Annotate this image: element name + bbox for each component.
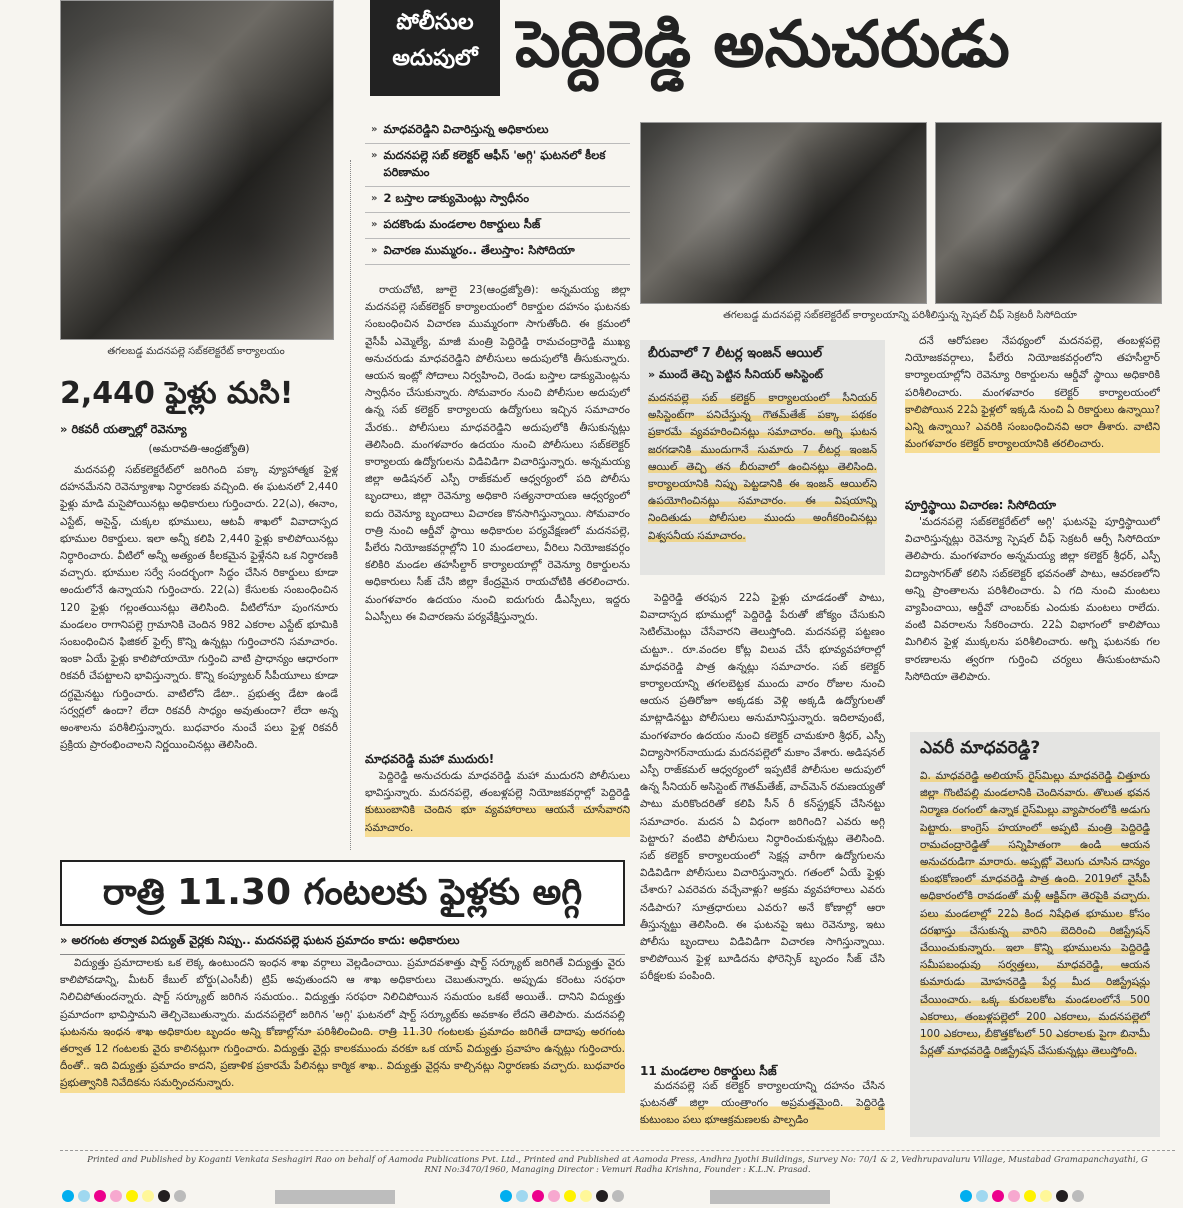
left-deck: » రికవరీ యత్నాల్లో రెవెన్యూ <box>60 422 187 436</box>
color-registration-dots-2 <box>500 1190 624 1202</box>
col3-paragraph: పెద్దిరెడ్డి తరఫున 22ఏ ఫైళ్లు చూడడంతో పాటు, వివాదాస్పద భూముల్లో పెద్దిరెడ్డి పేరుతో జోక్యం చేసుకుని సెటిల్‌మెంట్లు చేసేవారని తెలుస్తోంది. మదనపల్లె పట్టణం చుట్టూ.. రూ.వందల కోట్ల విలువ చేసే భూవ్యవహారాల్లో మాధవరెడ్డి పాత్ర ఉన్నట్లు సమాచారం. సబ్ కలెక్టర్ కార్యాలయాన్ని తగలబెట్టక ముందు వారం రోజుల నుంచి ఆయన ప్రతిరోజూ అక్కడకు వెళ్లి అక్కడి ఉద్యోగులతో మాట్లాడినట్టు పోలీసులు అనుమానిస్తున్నారు. ఇదిలావుంటే, మంగళవారం ఉదయం నుంచి కలెక్టర్ చామకూరి శ్రీధర్, ఎస్పీ విద్యాసాగర్‌నాయుడు మదనపల్లెలో మకాం వేశారు. అడిషనల్ ఎస్పీ రాజ్‌కమల్ ఆధ్వర్యంలో ఇప్పటికే పోలీసుల అదుపులో ఉన్న సీనియర్ అసిస్టెంట్ గౌతమ్‌తేజ్, వాచ్‌మెన్ రమణయ్యతో పాటు మరికొందరితో కలిపి సీన్ రీ కన్‌స్ట్రక్షన్ చేసినట్టు సమాచారం. మదన ఏ విధంగా జరిగింది? ఎవరు అగ్గి పెట్టారు? వంటివి పోలీసులు నిర్ధారించుకున్నట్లు తెలిసింది. సబ్ కలెక్టర్ కార్యాలయంలో సెక్షన్ల వారీగా ఉద్యోగులను విడివిడిగా పోలీసులు విచారిస్తున్నారు. గతంలో ఏయే ఫైళ్లు చేశారు? ఎవరెవరు వచ్చేవాళ్లు? అక్రమ వ్యవహారాలు ఎవరు నడిపారు? సూత్రధారులు ఎవరు? అనే కోణాల్లో ఆరా తీస్తున్నట్టు తెలిసింది. ఈ ఘటనపై ఇటు రెవెన్యూ, ఇటు పోలీసు బృందాలు విడివిడిగా విచారణ సాగిస్తున్నాయి. కాలిపోయిన ఫైళ్ల బూడిదను ఫోరెన్సిక్ బృందం సీజ్ చేసి పరీక్షలకు పంపింది. <box>640 592 885 983</box>
main-headline: పెద్దిరెడ్డి అనుచరుడు <box>515 8 1010 82</box>
mid-paragraph-2: పెద్దిరెడ్డి అనుచరుడు మాధవరెడ్డి మహా ముదురని పోలీసులు భావిస్తున్నారు. మదనపల్లె, తంబళ్లపల్లె నియోజకవర్గాల్లో పెద్దిరెడ్డి కుటుంబానికి చెందిన భూ వ్యవహారాలు ఆయనే చూసేవారని సమాచారం. <box>365 768 630 837</box>
left-title: 2,440 ఫైళ్లు మసి! <box>60 376 294 411</box>
bullet-item: » మదనపల్లె సబ్ కలెక్టర్ ఆఫీస్ 'అగ్గి' ఘటనలో కీలక పరిణామం <box>365 144 630 187</box>
fire-deck: » అరగంట తర్వాత విద్యుత్ వైర్లకు నిప్పు.. మదనపల్లె ఘటన ప్రమాదం కాదు: అధికారులు <box>60 933 625 955</box>
inspection-photo-2 <box>935 122 1162 304</box>
bullet-item: » పదకొండు మండలాల రికార్డులు సీజ్ <box>365 213 630 239</box>
col3-subhead: 11 మండలాల రికార్డులు సీజ్ <box>640 1064 777 1078</box>
who-box-text: వి. మాధవరెడ్డి అలియాస్ రైస్‌మిల్లు మాధవరెడ్డి చిత్తూరు జిల్లా గొంటిపల్లి మండలానికి చెందినవారు. తొలుత భవన నిర్మాణ రంగంలో ఉన్నాక రైస్‌మిల్లు వ్యాపారంలోకి అడుగు పెట్టారు. కాంగ్రెస్ హయాంలో అప్పటి మంత్రి పెద్దిరెడ్డి రామచంద్రారెడ్డితో సన్నిహితంగా ఉండి ఆయన అనుచరుడిగా మారారు. అప్పట్లో వెలుగు చూసిన దాన్యం కుంభకోణంలో మాధవరెడ్డి పాత్ర ఉంది. 2019లో వైసీపీ అధికారంలోకి రావడంతో మళ్లీ ఆక్టివ్‌గా తెరపైకి వచ్చారు. పలు మండలాల్లో 22ఏ కింద నిషేధిత భూముల కోసం దరఖాస్తు చేసుకున్న వారిని బెదిరించి రిజిస్ట్రేషన్ చేయించుకున్నారు. ఇలా కొన్ని భూములను పెద్దిరెడ్డి సమీపబంధువు సర్వత్తలు, మాధవరెడ్డి, ఆయన కుమారుడు మోహనరెడ్డి పేర్ల మీద రిజిస్ట్రేషన్లు చేయించారు. ఒక్క కురబలకోట మండలంలోనే 500 ఎకరాలు, తంబళ్లపల్లెలో 200 ఎకరాలు, మదనపల్లెలో 100 ఎకరాలు, బీకొత్తకోటలో 50 ఎకరాలకు పైగా బినామీ పేర్లతో మాధవరెడ్డి రిజిస్ట్రేషన్ చేసుకున్నట్లు తెలుస్తోంది. <box>920 770 1150 1058</box>
oil-box-text: మదనపల్లె సబ్ కలెక్టర్ కార్యాలయంలో సీనియర్ అసిస్టెంట్‌గా పనిచేస్తున్న గౌతమ్‌తేజ్ పక్కా పథకం ప్రకారమే వ్యవహరించినట్లు సమాచారం. అగ్ని ఘటన జరగడానికి ముందుగానే సుమారు 7 లీటర్ల ఇంజన్ ఆయిల్ తెచ్చి తన బీరువాలో ఉంచినట్లు తెలిసింది. కార్యాలయానికి నిప్పు పెట్టడానికి ఈ ఇంజన్ ఆయిల్‌ని ఉపయోగించినట్లు సమాచారం. ఈ విషయాన్ని నిందితుడు పోలీసుల ముందు అంగీకరించినట్లు విశ్వసనీయ సమాచారం. <box>648 392 877 542</box>
tag-line-2: అదుపులో <box>392 46 478 71</box>
bullet-item: » విచారణ ముమ్మరం.. తేలుస్తాం: సిసోదియా <box>365 239 630 265</box>
double-chevron-icon: » <box>371 193 378 204</box>
col3-body <box>640 590 885 1040</box>
photo-caption-left: తగలబడ్డ మదనపల్లె సబ్‌కలెక్టరేట్ కార్యాలయం <box>107 346 285 357</box>
mid-body-2 <box>365 768 630 858</box>
double-chevron-icon: » <box>60 933 72 947</box>
left-body <box>60 462 338 824</box>
bullet-item: » 2 బస్తాల డాక్యుమెంట్లు స్వాధీనం <box>365 187 630 213</box>
oil-box <box>640 340 885 575</box>
mid-body <box>365 282 630 722</box>
bullet-item: » మాధవరెడ్డిని విచారిస్తున్న అధికారులు <box>365 118 630 144</box>
fire-photo-left <box>60 0 334 340</box>
oil-box-title: బీరువాలో 7 లీటర్ల ఇంజన్ ఆయిల్ <box>648 346 823 361</box>
double-chevron-icon: » <box>371 124 378 135</box>
grey-bar-1 <box>275 1190 395 1204</box>
tag-line-1: పోలీసుల <box>396 10 474 35</box>
who-box-title: ఎవరీ మాధవరెడ్డి? <box>920 738 1041 758</box>
color-registration-dots-1 <box>62 1190 186 1202</box>
left-story <box>60 372 338 824</box>
col3-body-2 <box>640 1078 885 1136</box>
left-paragraph: మదనపల్లి సబ్‌కలెక్టరేట్‌లో జరిగింది పక్కా వ్యూహాత్మక ఫైళ్ల దహనమేనని రెవెన్యూశాఖ నిర్ధారణకు వచ్చింది. ఈ ఘటనలో 2,440 ఫైళ్లు మాడి మసైపోయినట్లు అధికారులు గుర్తించారు. 22(ఎ), ఈనాం, ఎస్టేట్, అసైన్డ్, చుక్కల భూములు, ఆటవీ శాఖలో వివాదాస్పద భూముల రికార్డులు. ఇలా అన్నీ కలిపి 2,440 ఫైళ్లు కాలిపోయినట్లు నిర్ధారించారు. వీటిలో అన్నీ అత్యంత కీలకమైన ఫైళ్లేనని ఒక నిర్ధారణకి వచ్చారు. భూముల సర్వే సందర్భంగా సిద్ధం చేసిన రికార్డులు కూడా అందులోనే ఉన్నాయని గుర్తించారు. 22(ఎ) కేసులకు సంబంధించిన 120 ఫైళ్లు గల్లంతయినట్లు తెలిసింది. వీటిలోనూ పుంగనూరు మండలం రాగానిపల్లె గ్రామానికి చెందిన 982 ఎకరాల ఎస్టేట్ భూమికి సంబంధించిన ఫిజికల్ ఫైల్స్ కొన్ని ఉన్నట్లు గుర్తించారని సమాచారం. ఇంకా ఏయే ఫైళ్లు కాలిపోయాయో గుర్తించి వాటి ప్రాధాన్యం ఆధారంగా రికవరీ చేపట్టాలని భావిస్తున్నారు. కొన్ని కంప్యూటర్ సీపీయూలు కూడా దగ్ధమైనట్టు గుర్తించారు. వాటిలోని డేటా.. ప్రభుత్వ డేటా ఉండే సర్వర్లలో ఉందా? లేదా రికవరీ సాధ్యం అవుతుందా? లేదా అన్న అంశాలను పరిశీలిస్తున్నారు. బుధవారం నుంచే పలు ఫైళ్ల రికవరీ ప్రక్రియ ప్రారంభించాలని నిర్ణయించినట్లు తెలిసింది. <box>60 464 338 752</box>
who-box <box>910 732 1160 1137</box>
col4-body <box>905 333 1160 483</box>
col4-paragraph: దనే ఆరోపణల నేపథ్యంలో మదనపల్లె, తంబళ్లపల్లె నియోజకవర్గాలు, పీలేరు నియోజకవర్గంలోని తహసీల్దార్ కార్యాలయాల్లోని రెవెన్యూ రికార్డులను ఆర్డీవో స్థాయి అధికారికి పరిశీలించారు. మంగళవారం కలెక్టర్ కార్యాలయంలో కాలిపోయిన 22ఏ ఫైళ్లలో ఇక్కడి నుంచి ఏ రికార్డులు ఉన్నాయి? ఎన్ని ఉన్నాయి? ఎవరికి సంబంధించినవి అరా తీశారు. వాటిని మంగళవారం కలెక్టర్ కార్యాలయానికి తరలించారు. <box>905 333 1160 453</box>
double-chevron-icon: » <box>648 368 659 381</box>
fire-paragraph: విద్యుత్తు ప్రమాదాలకు ఒక లెక్క ఉంటుందని ఇంధన శాఖ వర్గాలు వెల్లడించాయి. ప్రమాదవశాత్తు షార్ట్ సర్క్యూట్ జరిగితే విద్యుత్తు వైరు కాలిపోవడాన్ని, మీటర్ కేబుల్ బోర్డు(ఎంసీబీ) ట్రిప్ అవుతుందని ఆ శాఖ అధికారులు చెబుతున్నారు. అప్పుడు కరెంటు సరఫరా నిలిచిపోతుందన్నారు. షార్ట్ సర్క్యూట్ జరిగిన సమయం.. విద్యుత్తు సరఫరా నిలిచిపోయిన సమయం ఒకటే అయితే.. దానిని విద్యుత్తు ప్రమాదంగా భావిస్తామని తెల్చిచెబుతున్నారు. మదనపల్లెలో జరిగిన 'అగ్గి' ఘటనలో షార్ట్ సర్క్యూట్‌కు అవకాశం లేదని తెలిపారు. మదనపల్లి ఘటనను ఇంధన శాఖ అధికారుల బృందం అన్ని కోణాల్లోనూ పరిశీలించింది. రాత్రి 11.30 గంటలకు ప్రమాదం జరిగితే దాదాపు అరగంట తర్వాత 12 గంటలకు వైరు కాలినట్లుగా గుర్తించారు. విద్యుత్తు వైర్లు కాలకముందు వరకూ ఒక యాప్ విద్యుత్తు ప్రవాహం ఉన్నట్లు గుర్తించారు. దీంతో.. ఇది విద్యుత్తు ప్రమాదం కాదని, ప్రణాళిక ప్రకారమే పేలినట్లు కార్మిక శాఖ.. విద్యుత్తు వైర్లను కాల్చినట్లు నిర్ధారణకు వచ్చారు. బుధవారం ప్రభుత్వానికి నివేదికను సమర్పించనున్నారు. <box>60 955 625 1093</box>
fire-banner <box>60 860 625 926</box>
imprint-line-1: Printed and Published by Koganti Venkata Seshagiri Rao on behalf of Aamoda Publications Pvt. Ltd., Printed and Published at Aamoda Press, Andhra Jyothi Buildings, Survey No: 70/1 & 2, Vedhrupavaluru Village, Mustabad Gramapanchayathi, G <box>87 1155 1148 1165</box>
mid-subhead: మాధవరెడ్డి మహా ముదురు! <box>365 752 495 766</box>
col4-paragraph-2: 'మదనపల్లె సబ్‌కలెక్టరేట్‌లో అగ్గి' ఘటనపై పూర్తిస్థాయిలో విచారిస్తున్నట్లు రెవెన్యూ స్పెషల్ చీఫ్ సెక్రటరీ ఆర్పీ సిసోదియా తెలిపారు. మంగళవారం అన్నమయ్య జిల్లా కలెక్టర్ శ్రీధర్, ఎస్పీ విద్యాసాగర్‌తో కలిసి సబ్‌కలెక్టర్ భవనంతో పాటు, ఆవరణలోని అన్ని ప్రాంతాలను పరిశీలించారు. ఏ గది నుంచి మంటలు వ్యాపించాయి, ఆర్డీవో చాంబర్‌కు ఎందుకు మంటలు రాలేదు. వంటి వివరాలను సేకరించారు. 22ఏ విభాగంలో కాలిపోయి మిగిలిన ఫైళ్ల ముక్కలను పరిశీలించారు. అగ్ని ఘటనకు గల కారణాలను త్వరగా గుర్తించి చర్యలు తీసుకుంటామని సిసోదియా తెలిపారు. <box>905 516 1160 683</box>
fire-body <box>60 955 625 1145</box>
color-registration-dots-3 <box>960 1190 1084 1202</box>
col4-subhead: పూర్తిస్థాయి విచారణ: సిసోదియా <box>905 498 1056 512</box>
double-chevron-icon: » <box>60 422 72 436</box>
imprint <box>60 1150 1175 1175</box>
headline-tag <box>370 0 500 96</box>
grey-bar-2 <box>710 1190 830 1204</box>
mid-paragraph: రాయచోటి, జూలై 23(ఆంధ్రజ్యోతి): అన్నమయ్య జిల్లా మదనపల్లె సబ్‌కలెక్టర్ కార్యాలయంలో రికార్డుల దహనం ఘటనకు సంబంధించిన విచారణ ముమ్మరంగా సాగుతోంది. ఈ క్రమంలో వైసీపీ ఎమ్మెల్యే, మాజీ మంత్రి పెద్దిరెడ్డి రామచంద్రారెడ్డి ముఖ్య అనుచరుడు మాధవరెడ్డిని పోలీసులు అదుపులోకి తీసుకున్నారు. ఆయన ఇంట్లో సోదాలు నిర్వహించి, రెండు బస్తాల డాక్యుమెంట్లను స్వాధీనం చేసుకున్నారు. సోమవారం నుంచి పోలీసుల అదుపులో ఉన్న సబ్ కలెక్టర్ కార్యాలయ ఉద్యోగులు ఇచ్చిన సమాచారం మేరకు.. పోలీసులు మాధవరెడ్డిని అదుపులోకి తీసుకున్నట్లు తెలిసింది. మంగళవారం ఉదయం నుంచి పోలీసులు సబ్‌కలెక్టర్ కార్యాలయ ఉద్యోగులను విడివిడిగా విచారిస్తున్నారు. అన్నమయ్య జిల్లా అడిషనల్ ఎస్పీ రాజ్‌కమల్ ఆధ్వర్యంలో పది పోలీసు బృందాలు, జిల్లా రెవెన్యూ అధికారి సత్యనారాయణ ఆధ్వర్యంలో ఐదు రెవెన్యూ బృందాలు విచారణ కొనసాగిస్తున్నాయి. సోమవారం రాత్రి నుంచి ఆర్డీవో స్థాయి అధికారుల పర్యవేక్షణలో మదనపల్లె, పీలేరు నియోజకవర్గాల్లోని 10 మండలాలు, వీరిలు నియోజకవర్గం కలికిరి మండల తహసీల్దార్ కార్యాలయాల్లో రెవెన్యూ రికార్డులను అధికారులు సీజ్ చేసి జిల్లా కేంద్రమైన రాయచోటికి తరలించారు. మంగళవారం ఉదయం నుంచి ఐదుగురు డీఎస్పీలు, ఇద్దరు ఏఎస్పీలు ఈ విచారణను పర్యవేక్షిస్తున్నారు. <box>365 284 630 623</box>
oil-box-deck: » ముందే తెచ్చి పెట్టిన సీనియర్ అసిస్టెంట్ <box>648 368 823 381</box>
col4-body-2 <box>905 514 1160 724</box>
photo-caption-right: తగలబడ్డ మదనపల్లె సబ్‌కలెక్టరేట్ కార్యాలయాన్ని పరిశీలిస్తున్న స్పెషల్ చీఫ్ సెక్రటరీ సిసోదియా <box>723 310 1077 321</box>
mid-bullets <box>365 118 630 265</box>
inspection-photo-1 <box>640 122 927 304</box>
imprint-line-2: RNI No:3470/1960, Managing Director : Vemuri Radha Krishna, Founder : K.L.N. Prasad. <box>424 1165 811 1175</box>
double-chevron-icon: » <box>371 219 378 230</box>
fire-banner-text: రాత్రి 11.30 గంటలకు ఫైళ్లకు అగ్గి <box>102 872 583 913</box>
col3-paragraph-2: మదనపల్లె సబ్ కలెక్టర్ కార్యాలయాన్ని దహనం చేసిన ఘటనతో జిల్లా యంత్రాంగం అప్రమత్తమైంది. పెద్దిరెడ్డి కుటుంబం పలు భూఆక్రమణలకు పాల్పడిం <box>640 1078 885 1130</box>
double-chevron-icon: » <box>371 245 378 256</box>
left-dateline: (అమరావతి-ఆంధ్రజ్యోతి) <box>148 443 250 455</box>
column-rule <box>350 160 351 850</box>
double-chevron-icon: » <box>371 150 378 161</box>
